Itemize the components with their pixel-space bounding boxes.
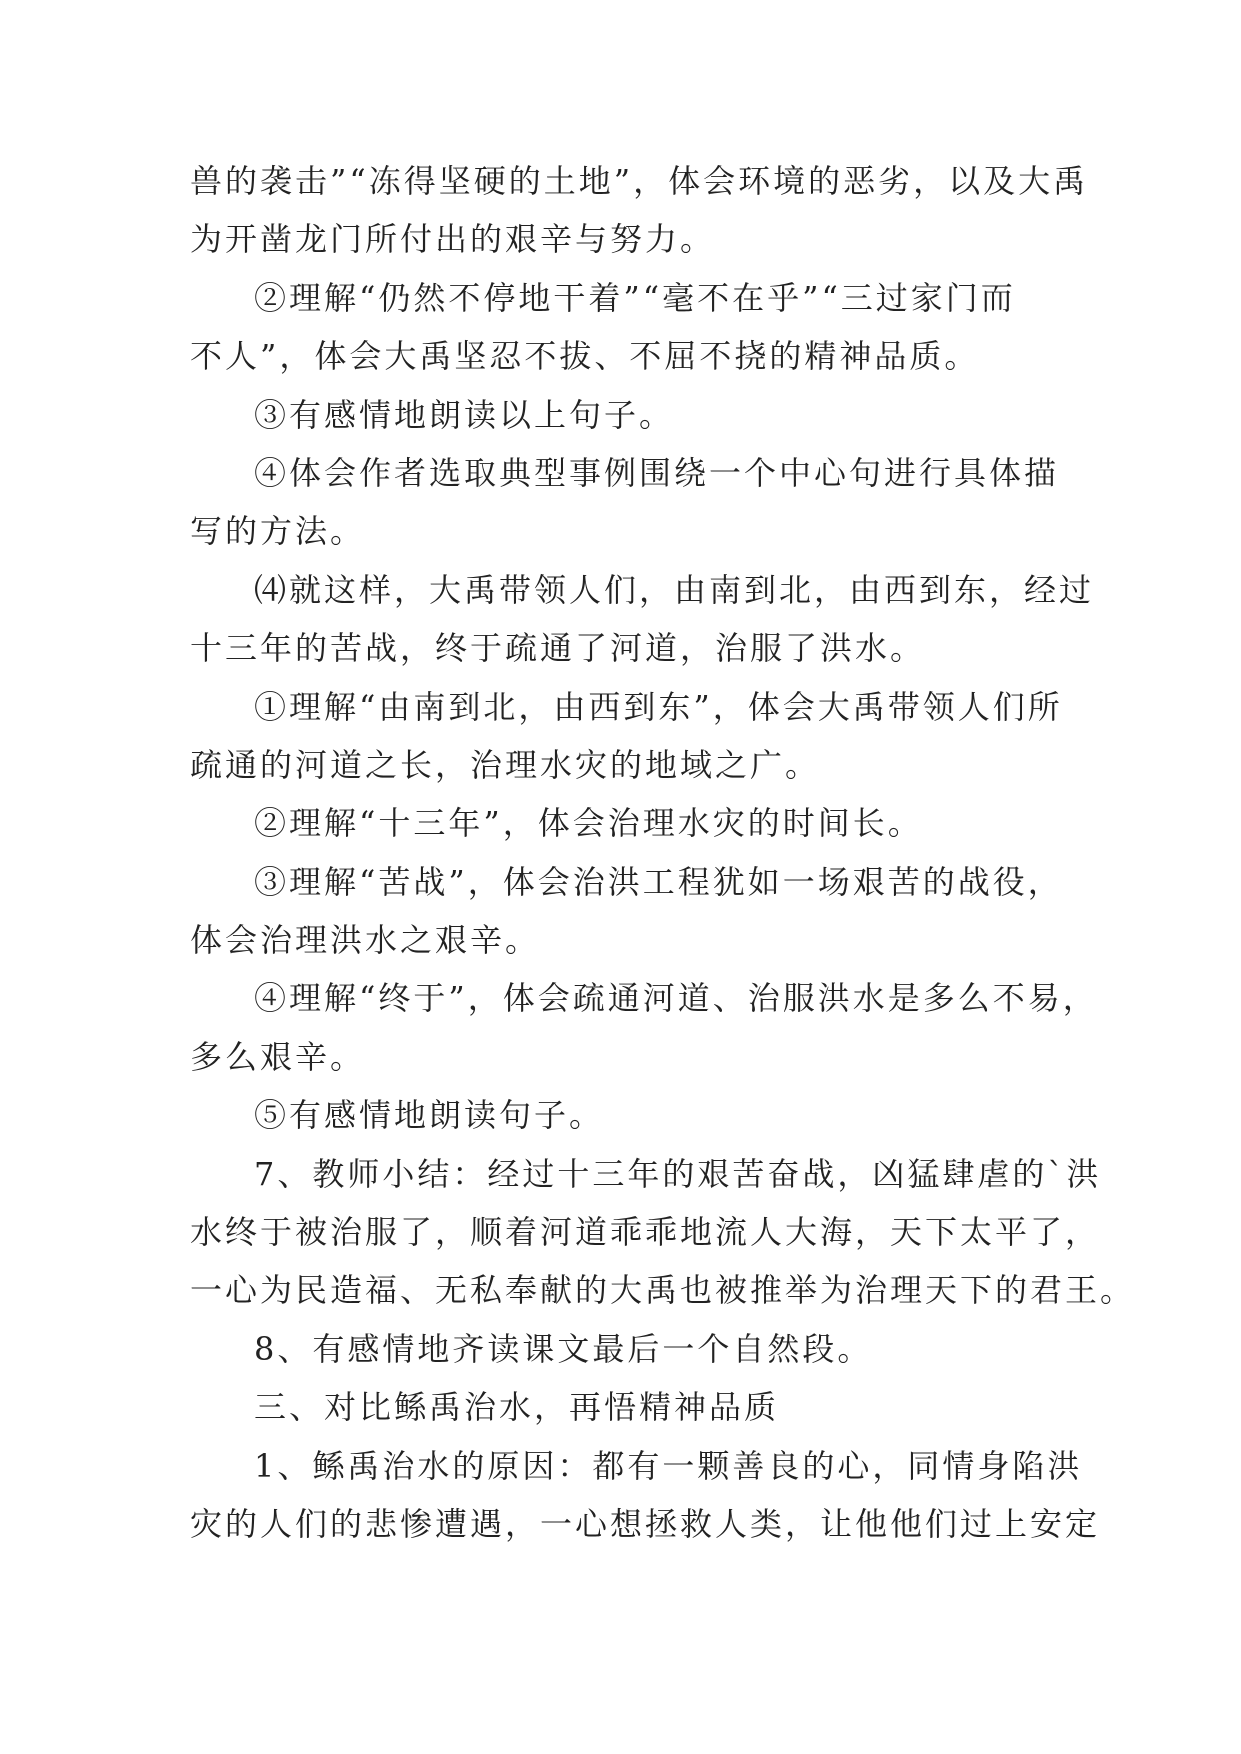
text-line: 一心为民造福、无私奉献的大禹也被推举为治理天下的君王。 — [190, 1271, 1136, 1310]
text-line: ②理解“仍然不停地干着”“毫不在乎”“三过家门而 — [254, 278, 1016, 317]
text-line: 为开凿龙门所付出的艰辛与努力。 — [190, 220, 716, 259]
text-line: 灾的人们的悲惨遭遇，一心想拯救人类，让他他们过上安定 — [190, 1504, 1101, 1543]
text-line: ②理解“十三年”，体会治理水灾的时间长。 — [254, 804, 923, 843]
text-line: 兽的袭击”“冻得坚硬的土地”，体会环境的恶劣，以及大禹 — [190, 162, 1089, 200]
text-line: 1、鲧禹治水的原因：都有一颗善良的心，同情身陷洪 — [254, 1446, 1083, 1485]
text-line: ④理解“终于”，体会疏通河道、治服洪水是多么不易， — [254, 979, 1098, 1018]
text-line: 7、教师小结：经过十三年的艰苦奋战，凶猛肆虐的`洪 — [254, 1154, 1102, 1193]
text-line: 写的方法。 — [190, 512, 366, 551]
text-line: ⑤有感情地朗读句子。 — [254, 1096, 605, 1135]
text-line: ①理解“由南到北，由西到东”，体会大禹带领人们所 — [254, 687, 1063, 726]
text-line: 疏通的河道之长，治理水灾的地域之广。 — [190, 745, 821, 784]
text-line: 体会治理洪水之艰辛。 — [190, 921, 541, 960]
section-heading: 三、对比鲧禹治水，再悟精神品质 — [254, 1388, 780, 1427]
text-line: 不人”，体会大禹坚忍不拔、不屈不挠的精神品质。 — [190, 337, 980, 376]
text-line: 多么艰辛。 — [190, 1037, 366, 1076]
text-line: 8、有感情地齐读课文最后一个自然段。 — [254, 1329, 873, 1368]
text-line: ④体会作者选取典型事例围绕一个中心句进行具体描 — [254, 453, 1060, 492]
text-line: ③有感情地朗读以上句子。 — [254, 395, 675, 434]
text-line: ⑷就这样，大禹带领人们，由南到北，由西到东，经过 — [254, 570, 1095, 609]
text-line: ③理解“苦战”，体会治洪工程犹如一场艰苦的战役， — [254, 862, 1063, 901]
text-line: 十三年的苦战，终于疏通了河道，治服了洪水。 — [190, 629, 926, 668]
text-line: 水终于被治服了，顺着河道乖乖地流人大海，天下太平了， — [190, 1213, 1101, 1252]
document-body — [190, 152, 1136, 1553]
